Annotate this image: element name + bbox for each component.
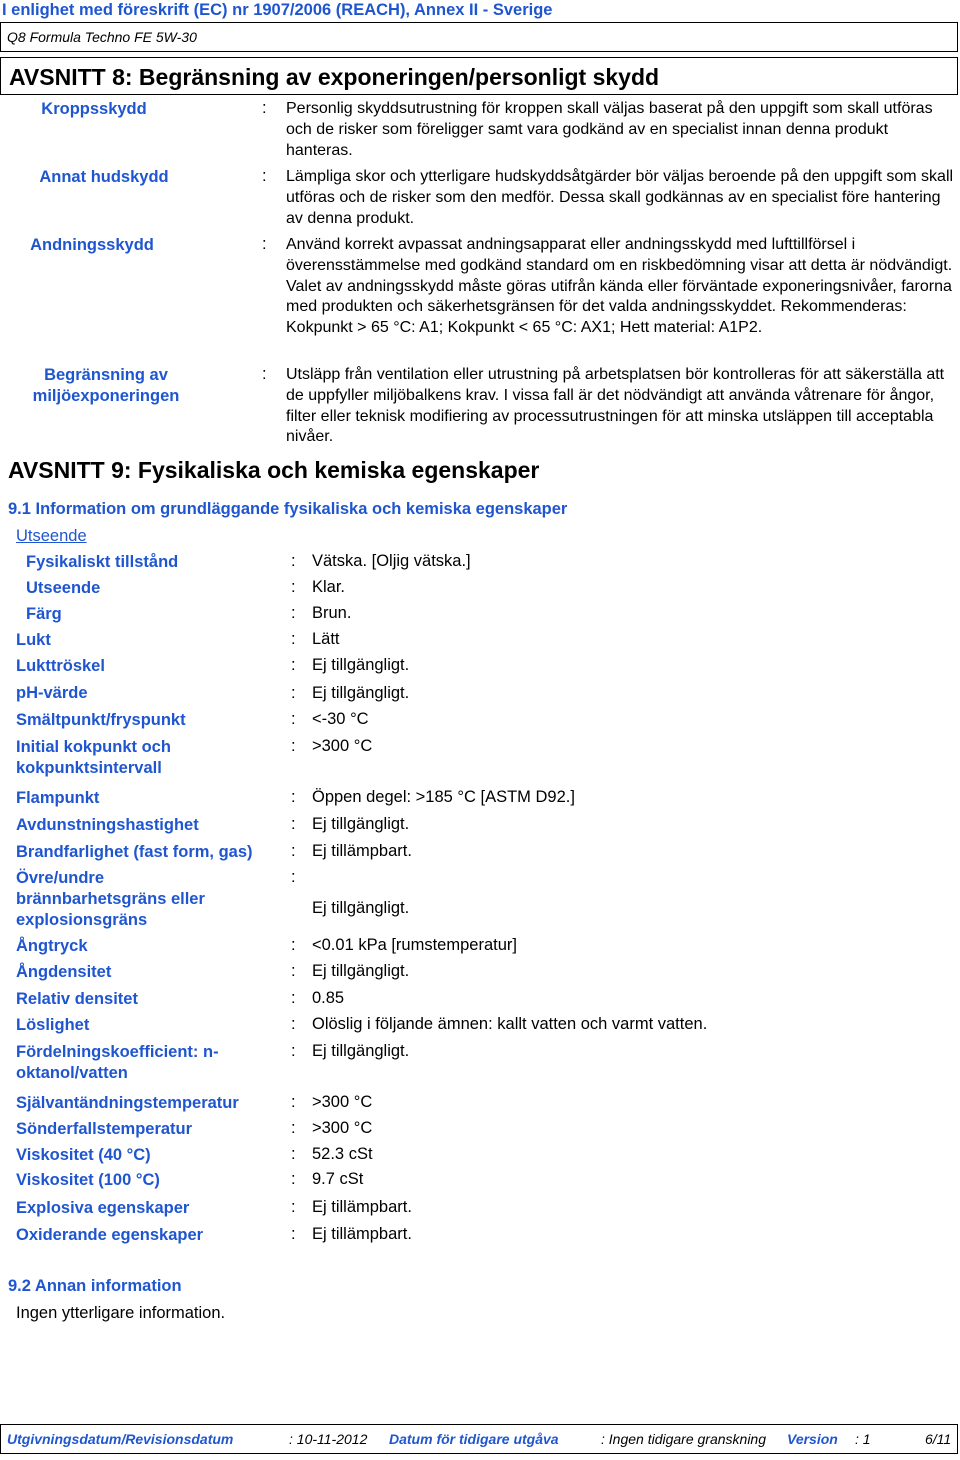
prop-value: Ej tillgängligt. [312, 684, 410, 702]
prop-value: 9.7 cSt [312, 1170, 364, 1188]
prop-value: Vätska. [Oljig vätska.] [312, 552, 471, 570]
prop-label: Lukt [16, 631, 51, 649]
section-9-2-text: Ingen ytterligare information. [16, 1304, 226, 1322]
prop-value: Lätt [312, 630, 340, 648]
product-box [0, 22, 958, 52]
prop-value: Klar. [312, 578, 346, 596]
prop-label: Lukttröskel [16, 657, 105, 675]
prop-value: 52.3 cSt [312, 1145, 373, 1163]
prop-value: Ej tillgängligt. [312, 962, 410, 980]
prop-label: Färg [26, 605, 62, 623]
footer-date-label: Utgivningsdatum/Revisionsdatum [7, 1431, 234, 1447]
section-9-1-title: 9.1 Information om grundläggande fysikaliska och kemiska egenskaper [8, 500, 568, 518]
label-annat-hudskydd: Annat hudskydd [39, 168, 169, 186]
colon: : [262, 235, 267, 253]
prop-label: Löslighet [16, 1016, 90, 1034]
prop-value: Olöslig i följande ämnen: kallt vatten och varmt vatten. [312, 1015, 708, 1033]
document-footer [0, 1424, 958, 1454]
label-andningsskydd: Andningsskydd [30, 236, 154, 254]
prop-label: Viskositet (100 °C) [16, 1171, 160, 1189]
utseende-heading: Utseende [16, 527, 87, 545]
prop-label: Utseende [26, 579, 101, 597]
section-8-header [0, 57, 958, 95]
footer-date-value: : 10-11-2012 [289, 1431, 368, 1447]
prop-label: Fördelningskoefficient: n-oktanol/vatten [16, 1043, 219, 1082]
prop-value: >300 °C [312, 737, 373, 755]
text-miljoexponeringen: Utsläpp från ventilation eller utrustning på arbetsplatsen bör kontrolleras för att säkerställa att de uppfyller miljöbalkens krav. I vissa fall är det nödvändigt att använda våtrenare för ångor, filter eller teknisk modifiering av processutrustningen för att minska utsläppen till acceptabla nivåer. [286, 366, 945, 446]
prop-label: Brandfarlighet (fast form, gas) [16, 843, 253, 861]
prop-label: Fysikaliskt tillstånd [26, 553, 179, 571]
colon: : [262, 365, 267, 383]
prop-label: Explosiva egenskaper [16, 1199, 190, 1217]
text-andningsskydd: Använd korrekt avpassat andningsapparat eller andningsskydd med lufttillförsel i överensstämmelse med godkänd standard om en riskbedömning visar att detta är nödvändigt. Valet av andningsskydd måste göras utifrån kända eller förväntade exponeringsnivåer, farorna med produkten och säkerhetsgränsen för det valda andningsskyddet. Rekommenderas: Kokpunkt > 65 °C: A1; Kokpunkt < 65 °C: AX1; Hett material: A1P2. [286, 236, 953, 337]
prop-label: Smältpunkt/fryspunkt [16, 711, 186, 729]
prop-value: Ej tillgängligt. [312, 1042, 410, 1060]
label-kroppsskydd: Kroppsskydd [41, 100, 147, 118]
prop-label: pH-värde [16, 684, 88, 702]
section-8-title: AVSNITT 8: Begränsning av exponeringen/personligt skydd [9, 64, 660, 90]
prop-label: Viskositet (40 °C) [16, 1146, 151, 1164]
footer-version-value: : 1 [855, 1431, 871, 1447]
prop-label: Ångtryck [16, 937, 88, 955]
footer-prev-value: : Ingen tidigare granskning [601, 1431, 766, 1447]
prop-label: Relativ densitet [16, 990, 138, 1008]
prop-value: Ej tillgängligt. [312, 656, 410, 674]
text-kroppsskydd: Personlig skyddsutrustning för kroppen skall väljas baserat på den uppgift som skall utföras och de risker som föreligger samt vara godkänd av en specialist innan denna produkt hanteras. [286, 100, 933, 159]
regulation-title: I enlighet med föreskrift (EC) nr 1907/2006 (REACH), Annex II - Sverige [2, 1, 553, 19]
prop-label: Avdunstningshastighet [16, 816, 199, 834]
product-name: Q8 Formula Techno FE 5W-30 [7, 29, 197, 45]
prop-value: Brun. [312, 604, 352, 622]
footer-page-number: 6/11 [925, 1431, 952, 1447]
section-9-2-title: 9.2 Annan information [8, 1277, 182, 1295]
footer-prev-label: Datum för tidigare utgåva [389, 1431, 559, 1447]
prop-value: Ej tillämpbart. [312, 1225, 412, 1243]
colon: : [262, 99, 267, 117]
prop-value: Ej tillgängligt. [312, 815, 410, 833]
prop-value: <0.01 kPa [rumstemperatur] [312, 936, 517, 954]
prop-value: Ej tillämpbart. [312, 1198, 412, 1216]
prop-label: Sönderfallstemperatur [16, 1120, 193, 1138]
prop-label: Övre/undre brännbarhetsgräns eller explosionsgräns [16, 869, 205, 929]
footer-version-label: Version [787, 1431, 838, 1447]
prop-label: Ångdensitet [16, 963, 112, 981]
text-annat-hudskydd: Lämpliga skor och ytterligare hudskyddsåtgärder bör väljas beroende på den uppgift som skall utföras och de risker som den medför. Dessa skall godkännas av en specialist före hantering av denna produkt. [286, 168, 954, 227]
prop-value: <-30 °C [312, 710, 369, 728]
prop-label: Initial kokpunkt och kokpunktsintervall [16, 738, 171, 777]
prop-value: >300 °C [312, 1119, 373, 1137]
prop-label: Självantändningstemperatur [16, 1094, 239, 1112]
prop-value: >300 °C [312, 1093, 373, 1111]
prop-label: Oxiderande egenskaper [16, 1226, 204, 1244]
prop-value: Ej tillgängligt. [312, 899, 410, 917]
colon: : [262, 167, 267, 185]
prop-value: Ej tillämpbart. [312, 842, 412, 860]
label-miljoexponeringen: Begränsning av miljöexponeringen [32, 366, 180, 405]
prop-label: Flampunkt [16, 789, 100, 807]
prop-value: 0.85 [312, 989, 345, 1007]
section-9-title: AVSNITT 9: Fysikaliska och kemiska egenskaper [8, 457, 540, 483]
prop-value: Öppen degel: >185 °C [ASTM D92.] [312, 788, 575, 806]
